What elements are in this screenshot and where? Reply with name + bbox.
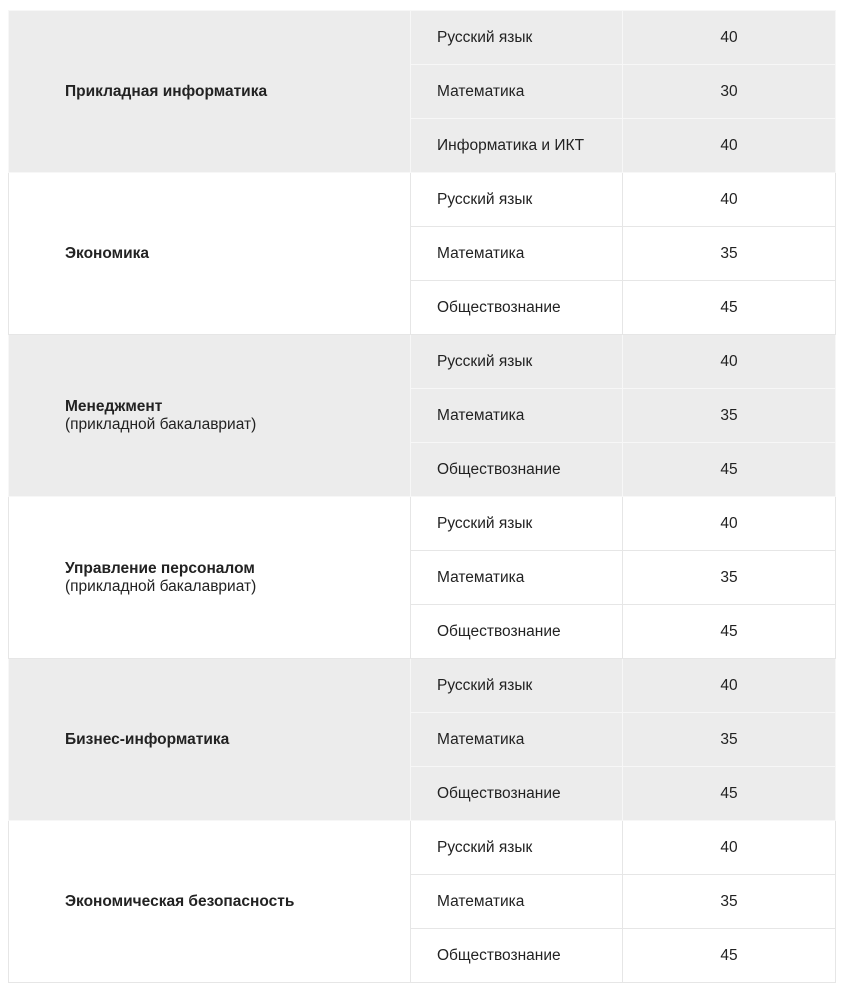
score-cell: 40: [623, 335, 836, 389]
program-cell: [9, 821, 411, 983]
subject-cell: Обществознание: [411, 281, 623, 335]
score-cell: 35: [623, 713, 836, 767]
program-name: Бизнес-информатика: [65, 730, 230, 748]
subject-cell: Математика: [411, 551, 623, 605]
score-cell: 40: [623, 659, 836, 713]
program-cell: [9, 173, 411, 335]
score-cell: 40: [623, 119, 836, 173]
subject-cell: Обществознание: [411, 605, 623, 659]
subject-cell: Русский язык: [411, 659, 623, 713]
subject-cell: Математика: [411, 65, 623, 119]
subject-cell: Обществознание: [411, 443, 623, 497]
score-cell: 35: [623, 551, 836, 605]
program-name: Менеджмент: [65, 397, 163, 415]
score-cell: 45: [623, 281, 836, 335]
table-row: [9, 335, 836, 389]
min-scores-table: [8, 10, 836, 983]
program-note: (прикладной бакалавриат): [65, 577, 257, 595]
subject-cell: Обществознание: [411, 929, 623, 983]
subject-cell: Русский язык: [411, 335, 623, 389]
subject-cell: Русский язык: [411, 173, 623, 227]
subject-cell: Информатика и ИКТ: [411, 119, 623, 173]
score-cell: 45: [623, 443, 836, 497]
subject-cell: Русский язык: [411, 497, 623, 551]
subject-cell: Русский язык: [411, 821, 623, 875]
score-cell: 45: [623, 929, 836, 983]
table-row: [9, 497, 836, 551]
score-cell: 40: [623, 173, 836, 227]
score-cell: 30: [623, 65, 836, 119]
score-cell: 35: [623, 875, 836, 929]
program-note: (прикладной бакалавриат): [65, 415, 257, 433]
program-name: Управление персоналом: [65, 559, 255, 577]
score-cell: 35: [623, 227, 836, 281]
score-cell: 40: [623, 11, 836, 65]
program-cell: [9, 335, 411, 497]
score-cell: 40: [623, 821, 836, 875]
score-cell: 35: [623, 389, 836, 443]
subject-cell: Русский язык: [411, 11, 623, 65]
table-row: [9, 173, 836, 227]
subject-cell: Обществознание: [411, 767, 623, 821]
program-cell: [9, 497, 411, 659]
program-cell: [9, 11, 411, 173]
subject-cell: Математика: [411, 875, 623, 929]
table-row: [9, 821, 836, 875]
table-row: [9, 659, 836, 713]
program-name: Экономическая безопасность: [65, 892, 295, 910]
program-cell: [9, 659, 411, 821]
program-name: Экономика: [65, 244, 150, 262]
program-name: Прикладная информатика: [65, 82, 268, 100]
subject-cell: Математика: [411, 227, 623, 281]
score-cell: 45: [623, 605, 836, 659]
score-cell: 45: [623, 767, 836, 821]
score-cell: 40: [623, 497, 836, 551]
subject-cell: Математика: [411, 389, 623, 443]
table-row: [9, 11, 836, 65]
subject-cell: Математика: [411, 713, 623, 767]
